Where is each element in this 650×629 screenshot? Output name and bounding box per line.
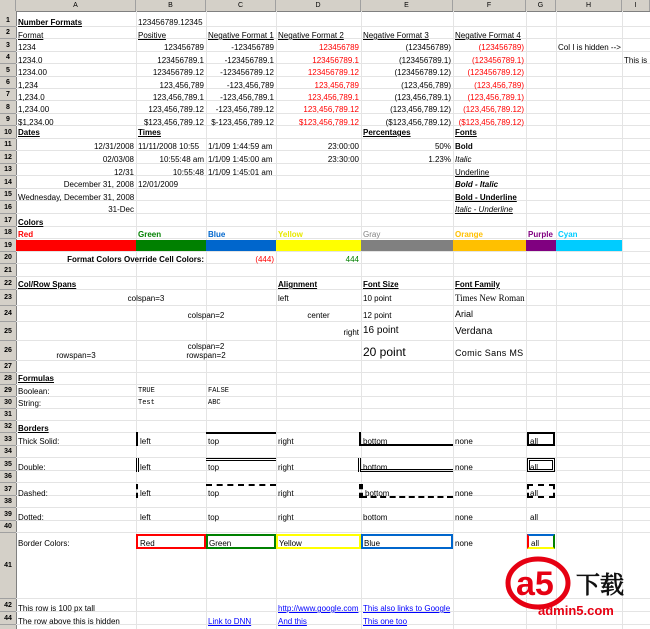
cell-a8[interactable]: 1,234.00 — [18, 105, 50, 114]
cell-c9[interactable]: $-123,456,789.12 — [211, 118, 274, 127]
cell-b4[interactable]: 123456789.1 — [157, 56, 204, 65]
cell-b10[interactable]: Times — [138, 128, 161, 137]
row-header-42[interactable]: 42 — [0, 599, 16, 612]
row-header-40[interactable]: 40 — [0, 521, 16, 533]
gridline — [16, 532, 650, 533]
cell-f37[interactable]: none — [455, 489, 473, 498]
row-header-27[interactable]: 27 — [0, 361, 16, 373]
color-swatch-purple[interactable] — [526, 240, 556, 251]
color-label-orange[interactable]: Orange — [455, 230, 484, 239]
cell-f26[interactable]: Comic Sans MS — [455, 348, 524, 358]
cell-d2[interactable]: Negative Format 2 — [278, 31, 344, 40]
cell-f11[interactable]: Bold — [455, 142, 473, 151]
cell-c39[interactable]: top — [208, 513, 220, 522]
cell-c3[interactable]: -123456789 — [231, 43, 274, 52]
cell-e41[interactable]: Blue — [364, 539, 381, 548]
row-header-33[interactable]: 33 — [0, 433, 16, 446]
cell-f25[interactable]: Verdana — [455, 326, 493, 337]
cell-e25[interactable]: 16 point — [363, 325, 399, 336]
cell-e37[interactable]: bottom — [365, 489, 390, 498]
cell-f10[interactable]: Fonts — [455, 128, 477, 137]
cell-b14[interactable]: 12/01/2009 — [138, 180, 179, 189]
gridline — [16, 396, 650, 397]
row-header-5[interactable]: 5 — [0, 64, 16, 77]
cell-d24[interactable]: center — [307, 311, 330, 320]
cell-c12[interactable]: 1/1/09 1:45:00 am — [208, 155, 273, 164]
cell-f7[interactable]: (123,456,789.1) — [467, 93, 524, 102]
cell-d6[interactable]: 123,456,789 — [314, 81, 359, 90]
cell-e33[interactable]: bottom — [363, 437, 388, 446]
cell-f9[interactable]: ($123,456,789.12) — [458, 118, 524, 127]
row-header-1[interactable]: 1 — [0, 14, 16, 27]
cell-a5[interactable]: 1234.00 — [18, 68, 47, 77]
cell-c4[interactable]: -123456789.1 — [224, 56, 274, 65]
color-swatch-cyan[interactable] — [556, 240, 622, 251]
column-header-f[interactable]: F — [453, 0, 526, 11]
row-header-14[interactable]: 14 — [0, 176, 16, 189]
column-header-a[interactable]: A — [16, 0, 136, 11]
cell-f16[interactable]: Italic - Underline — [455, 205, 513, 214]
cell-a22[interactable]: Col/Row Spans — [18, 280, 77, 289]
gridline — [16, 507, 650, 508]
cell-a11[interactable]: 12/31/2008 — [93, 142, 134, 151]
cell-g37[interactable]: all — [530, 489, 539, 498]
cell-f3[interactable]: (123456789) — [478, 43, 524, 52]
column-header-d[interactable]: D — [276, 0, 361, 11]
cell-a14[interactable]: December 31, 2008 — [63, 180, 134, 189]
gridline — [556, 11, 557, 629]
cell-a23-colspan3[interactable]: colspan=3 — [127, 294, 165, 303]
cell-f2[interactable]: Negative Format 4 — [455, 31, 521, 40]
row-header-39[interactable]: 39 — [0, 508, 16, 521]
column-header-g[interactable]: G — [526, 0, 556, 11]
link-and-this[interactable]: And this — [278, 617, 307, 626]
cell-a42[interactable]: This row is 100 px tall — [18, 604, 95, 613]
cell-a15[interactable]: Wednesday, December 31, 2008 — [18, 193, 135, 202]
cell-b3[interactable]: 123456789 — [163, 43, 204, 52]
cell-c29[interactable]: FALSE — [208, 387, 230, 395]
cell-a6[interactable]: 1,234 — [18, 81, 39, 90]
column-header-h[interactable]: H — [556, 0, 622, 11]
cell-a30[interactable]: String: — [18, 399, 42, 408]
row-header-13[interactable]: 13 — [0, 164, 16, 176]
cell-f39[interactable]: none — [455, 513, 473, 522]
cell-c41[interactable]: Green — [209, 539, 232, 548]
cell-b13[interactable]: 10:55:48 — [172, 168, 204, 177]
cell-f24[interactable]: Arial — [455, 309, 474, 319]
gridline — [16, 26, 650, 27]
cell-e3[interactable]: (123456789) — [405, 43, 451, 52]
cell-c8[interactable]: -123,456,789.12 — [215, 105, 274, 114]
row-header-28[interactable]: 28 — [0, 373, 16, 385]
cell-b2[interactable]: Positive — [138, 31, 167, 40]
gridline — [16, 372, 650, 373]
cell-a7[interactable]: 1,234.0 — [18, 93, 45, 102]
cell-a1[interactable]: Number Formats — [18, 18, 83, 27]
cell-e23[interactable]: 10 point — [363, 294, 392, 303]
cell-b41[interactable]: Red — [140, 539, 155, 548]
cell-a4[interactable]: 1234.0 — [18, 56, 43, 65]
cell-e7[interactable]: (123,456,789.1) — [394, 93, 451, 102]
row-header-7[interactable]: 7 — [0, 89, 16, 101]
row-header-26[interactable]: 26 — [0, 341, 16, 361]
row-header-17[interactable]: 17 — [0, 214, 16, 227]
row-header-24[interactable]: 24 — [0, 306, 16, 322]
row-header-18[interactable]: 18 — [0, 227, 16, 239]
cell-d4[interactable]: 123456789.1 — [312, 56, 359, 65]
cell-a41[interactable]: Border Colors: — [18, 539, 70, 548]
row-header-41[interactable]: 41 — [0, 533, 16, 599]
row-header-32[interactable]: 32 — [0, 421, 16, 433]
cell-f23[interactable]: Times New Roman — [455, 293, 525, 303]
cell-d25[interactable]: right — [343, 328, 359, 337]
cell-a29[interactable]: Boolean: — [18, 387, 50, 396]
cell-c13[interactable]: 1/1/09 1:45:01 am — [208, 168, 273, 177]
color-swatch-gray[interactable] — [361, 240, 453, 251]
cell-c6[interactable]: -123,456,789 — [226, 81, 274, 90]
row-header-2[interactable]: 2 — [0, 27, 16, 39]
cell-a28[interactable]: Formulas — [18, 374, 55, 383]
gridline — [16, 408, 650, 409]
cell-b12[interactable]: 10:55:48 am — [159, 155, 204, 164]
row-header-20[interactable]: 20 — [0, 252, 16, 264]
cell-a3[interactable]: 1234 — [18, 43, 36, 52]
cell-h3[interactable]: Col I is hidden --> — [558, 43, 621, 52]
cell-a9[interactable]: $1,234.00 — [18, 118, 54, 127]
gridline — [16, 321, 650, 322]
cell-c5[interactable]: -123456789.12 — [220, 68, 274, 77]
cell-e4[interactable]: (123456789.1) — [398, 56, 451, 65]
cell-a12[interactable]: 02/03/08 — [102, 155, 134, 164]
cell-a2[interactable]: Format — [18, 31, 44, 40]
row-header-15[interactable]: 15 — [0, 189, 16, 201]
gridline — [16, 251, 650, 252]
cell-d8[interactable]: 123,456,789.12 — [303, 105, 359, 114]
row-header-21[interactable]: 21 — [0, 264, 16, 277]
gridline — [622, 11, 623, 629]
cell-e11[interactable]: 50% — [434, 142, 451, 151]
cell-d5[interactable]: 123456789.12 — [307, 68, 359, 77]
row-header-16[interactable]: 16 — [0, 201, 16, 214]
row-header-12[interactable]: 12 — [0, 151, 16, 164]
cell-c35[interactable]: top — [208, 463, 220, 472]
cell-e39[interactable]: bottom — [363, 513, 388, 522]
cell-b7[interactable]: 123,456,789.1 — [152, 93, 204, 102]
cell-a32[interactable]: Borders — [18, 424, 49, 433]
color-label-blue[interactable]: Blue — [208, 230, 226, 239]
row-header-3[interactable]: 3 — [0, 39, 16, 52]
color-label-gray[interactable]: Gray — [363, 230, 381, 239]
link-this-one-too[interactable]: This one too — [363, 617, 408, 626]
cell-d7[interactable]: 123,456,789.1 — [307, 93, 359, 102]
gridline — [16, 384, 650, 385]
cell-b5[interactable]: 123456789.12 — [152, 68, 204, 77]
color-swatch-blue[interactable] — [206, 240, 276, 251]
cell-a18[interactable]: Colors — [18, 218, 44, 227]
a5-logo-icon — [502, 551, 642, 621]
cell-a33[interactable]: Thick Solid: — [18, 437, 60, 446]
row-header-22[interactable]: 22 — [0, 277, 16, 290]
watermark-tag: 下载 — [576, 571, 624, 599]
link-dnn[interactable]: Link to DNN — [208, 617, 252, 626]
cell-c20[interactable]: (444) — [255, 255, 274, 264]
cell-i4[interactable]: This is — [624, 56, 648, 65]
cell-d22[interactable]: Alignment — [278, 280, 318, 289]
column-header-e[interactable]: E — [361, 0, 453, 11]
cell-b39[interactable]: left — [140, 513, 151, 522]
column-header-b[interactable]: B — [136, 0, 206, 11]
cell-e6[interactable]: (123,456,789) — [401, 81, 451, 90]
cell-c2[interactable]: Negative Format 1 — [208, 31, 274, 40]
row-header-4[interactable]: 4 — [0, 52, 16, 64]
row-header-9[interactable]: 9 — [0, 114, 16, 126]
row-header-10[interactable]: 10 — [0, 126, 16, 139]
cell-b33[interactable]: left — [140, 437, 151, 446]
watermark-logo — [502, 551, 642, 621]
cell-a37[interactable]: Dashed: — [18, 489, 48, 498]
row-header-23[interactable]: 23 — [0, 290, 16, 306]
gridline — [16, 138, 650, 139]
cell-d23[interactable]: left — [278, 294, 289, 303]
cell-e2[interactable]: Negative Format 3 — [363, 31, 429, 40]
cell-f14[interactable]: Bold - Italic — [455, 180, 499, 189]
cell-g39[interactable]: all — [530, 513, 539, 522]
cell-c7[interactable]: -123,456,789.1 — [220, 93, 274, 102]
row-header-6[interactable]: 6 — [0, 77, 16, 89]
link-google-2[interactable]: This also links to Google — [363, 604, 451, 613]
cell-b35[interactable]: left — [140, 463, 151, 472]
gridline — [16, 420, 650, 421]
row-header-19[interactable]: 19 — [0, 239, 16, 252]
cell-f5[interactable]: (123456789.12) — [467, 68, 524, 77]
cell-d37[interactable]: right — [278, 489, 294, 498]
cell-f15[interactable]: Bold - Underline — [455, 193, 517, 202]
link-google[interactable]: http://www.google.com — [278, 604, 359, 613]
color-label-yellow[interactable]: Yellow — [278, 230, 303, 239]
row-header-25[interactable]: 25 — [0, 322, 16, 341]
select-all-corner[interactable] — [0, 0, 16, 11]
gridline — [16, 340, 650, 341]
cell-d9[interactable]: $123,456,789.12 — [298, 118, 359, 127]
cell-f8[interactable]: (123,456,789.12) — [463, 105, 524, 114]
cell-a35[interactable]: Double: — [18, 463, 46, 472]
row-header-34[interactable]: 34 — [0, 446, 16, 458]
cell-f22[interactable]: Font Family — [455, 280, 500, 289]
cell-a13[interactable]: 12/31 — [113, 168, 134, 177]
cell-b24-colspan2[interactable]: colspan=2 — [187, 311, 225, 320]
cell-d41[interactable]: Yellow — [279, 539, 302, 548]
cell-c30[interactable]: ABC — [208, 399, 221, 407]
cell-a26-rowspan3[interactable]: rowspan=3 — [56, 351, 96, 360]
row-header-37[interactable]: 37 — [0, 483, 16, 496]
cell-f12[interactable]: Italic — [455, 155, 472, 164]
row-header-30[interactable]: 30 — [0, 397, 16, 409]
cell-d11[interactable]: 23:00:00 — [327, 142, 359, 151]
row-header-29[interactable]: 29 — [0, 385, 16, 397]
row-header-11[interactable]: 11 — [0, 139, 16, 151]
color-label-green[interactable]: Green — [138, 230, 162, 239]
cell-b37[interactable]: left — [140, 489, 151, 498]
cell-c11[interactable]: 1/1/09 1:44:59 am — [208, 142, 273, 151]
cell-e24[interactable]: 12 point — [363, 311, 392, 320]
color-label-red[interactable]: Red — [18, 230, 34, 239]
cell-b30[interactable]: Test — [138, 399, 155, 407]
row-header-35[interactable]: 35 — [0, 458, 16, 471]
cell-e10[interactable]: Percentages — [363, 128, 411, 137]
cell-e5[interactable]: (123456789.12) — [394, 68, 451, 77]
gridline — [16, 226, 650, 227]
gridline — [16, 482, 650, 483]
cell-a16[interactable]: 31-Dec — [108, 205, 134, 214]
cell-b1[interactable]: 123456789.12345 — [138, 18, 203, 27]
cell-a39[interactable]: Dotted: — [18, 513, 44, 522]
cell-e12[interactable]: 1.23% — [428, 155, 451, 164]
cell-d20[interactable]: 444 — [345, 255, 359, 264]
cell-d39[interactable]: right — [278, 513, 294, 522]
column-header-c[interactable]: C — [206, 0, 276, 11]
cell-b26-rowspan2-line2[interactable]: rowspan=2 — [186, 351, 226, 360]
watermark-site: admin5.com — [538, 603, 614, 618]
color-swatch-green[interactable] — [136, 240, 206, 251]
cell-b26-colspan2-line1[interactable]: colspan=2 — [187, 342, 225, 351]
cell-a44[interactable]: The row above this is hidden — [18, 617, 120, 626]
column-header-i[interactable]: I — [622, 0, 650, 11]
color-label-cyan[interactable]: Cyan — [558, 230, 578, 239]
gridline — [16, 276, 650, 277]
cell-f33[interactable]: none — [455, 437, 473, 446]
gridline — [16, 305, 650, 306]
cell-f13[interactable]: Underline — [455, 168, 490, 177]
cell-e22[interactable]: Font Size — [363, 280, 399, 289]
color-swatch-red[interactable] — [16, 240, 136, 251]
row-header-31[interactable]: 31 — [0, 409, 16, 421]
gridline — [16, 289, 650, 290]
cell-f4[interactable]: (123456789.1) — [471, 56, 524, 65]
cell-f41[interactable]: none — [455, 539, 473, 548]
row-header-8[interactable]: 8 — [0, 101, 16, 114]
cell-f6[interactable]: (123,456,789) — [474, 81, 524, 90]
row-header-44[interactable]: 44 — [0, 612, 16, 625]
cell-a10[interactable]: Dates — [18, 128, 40, 137]
cell-d12[interactable]: 23:30:00 — [327, 155, 359, 164]
cell-g33[interactable]: all — [530, 437, 539, 446]
cell-g35[interactable]: all — [530, 463, 539, 472]
watermark-brand: a5 — [516, 565, 554, 603]
cell-a20[interactable]: Format Colors Override Cell Colors: — [67, 255, 204, 264]
color-label-purple[interactable]: Purple — [528, 230, 553, 239]
cell-b29[interactable]: TRUE — [138, 387, 155, 395]
cell-c37[interactable]: top — [208, 489, 220, 498]
cell-b6[interactable]: 123,456,789 — [159, 81, 204, 90]
gridline — [16, 520, 650, 521]
cell-b11[interactable]: 11/11/2008 10:55 — [138, 142, 200, 151]
cell-c33[interactable]: top — [208, 437, 220, 446]
color-swatch-orange[interactable] — [453, 240, 526, 251]
column-header-bar — [0, 0, 650, 12]
cell-d35[interactable]: right — [278, 463, 294, 472]
cell-e26[interactable]: 20 point — [363, 345, 406, 359]
cell-e35[interactable]: bottom — [363, 463, 388, 472]
cell-d3[interactable]: 123456789 — [318, 43, 359, 52]
cell-e9[interactable]: ($123,456,789.12) — [385, 118, 451, 127]
cell-e8[interactable]: (123,456,789.12) — [390, 105, 451, 114]
row-header-36[interactable]: 36 — [0, 471, 16, 483]
row-header-38[interactable]: 38 — [0, 496, 16, 508]
color-swatch-yellow[interactable] — [276, 240, 361, 251]
cell-d33[interactable]: right — [278, 437, 294, 446]
cell-g41[interactable]: all — [531, 539, 540, 548]
cell-b9[interactable]: $123,456,789.12 — [143, 118, 204, 127]
cell-b8[interactable]: 123,456,789.12 — [148, 105, 204, 114]
cell-f35[interactable]: none — [455, 463, 473, 472]
